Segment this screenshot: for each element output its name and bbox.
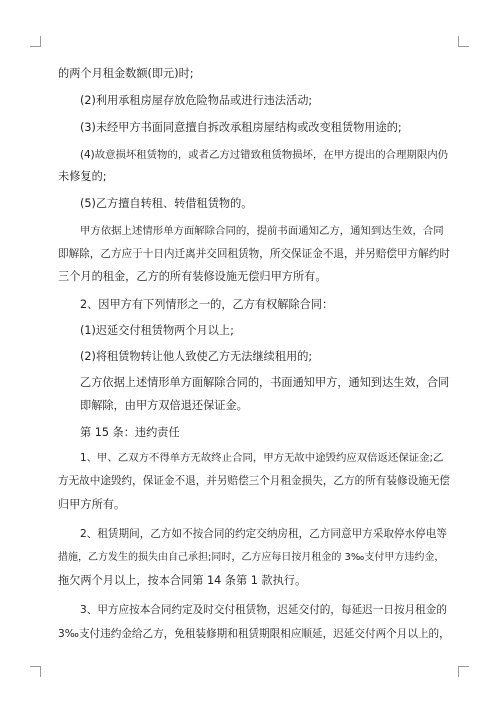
text-line: 三个月的租金，乙方的所有装修设施无偿归甲方所有。 — [58, 270, 327, 283]
text-line: 即解除，由甲方双倍退还保证金。 — [80, 399, 248, 412]
text-line: 措施，乙方发生的损失由自己承担;同时，乙方应每日按月租金的 3‰支付甲方违约金， — [58, 552, 445, 563]
text-line: (2)将租赁物转让他人致使乙方无法继续租用的; — [80, 350, 313, 363]
text-line: (3)未经甲方书面同意擅自拆改承租房屋结构或改变租赁物用途的; — [80, 121, 402, 134]
text-line: 2、租赁期间，乙方如不按合同的约定交纳房租，乙方同意甲方采取停水停电等 — [80, 528, 447, 540]
text-line: 2、因甲方有下列情形之一的，乙方有权解除合同： — [80, 298, 334, 311]
crop-mark-top-right — [458, 36, 469, 47]
text-line: 3‰支付违约金给乙方，免租装修期和租赁期限相应顺延，迟延交付两个月以上的， — [58, 628, 450, 640]
text-line: 的两个月租金数额(即元)时; — [58, 67, 194, 80]
text-line: 即解除，乙方应于十日内迁离并交回租赁物，所交保证金不退，并另赔偿甲方解约时 — [58, 248, 450, 260]
text-line: 1、甲、乙双方不得单方无故终止合同，甲方无故中途毁约应双倍返还保证金;乙 — [80, 452, 444, 464]
text-line: (1)迟延交付租赁物两个月以上; — [80, 324, 234, 337]
crop-mark-top-left — [30, 36, 41, 47]
text-line: (2)利用承租房屋存放危险物品或进行违法活动; — [80, 94, 313, 107]
crop-mark-bottom-right — [458, 666, 469, 677]
text-line: 3、甲方应按本合同约定及时交付租赁物，迟延交付的，每延迟一日按月租金的 — [80, 604, 447, 616]
crop-mark-bottom-left — [30, 666, 41, 677]
text-line: (4)故意损坏租赁物的，或者乙方过错致租赁物损坏，在甲方提出的合理期限内仍 — [80, 149, 448, 161]
text-line: 未修复的; — [58, 170, 107, 183]
text-line: 拖欠两个月以上，按本合同第 14 条第 1 款执行。 — [58, 574, 307, 587]
text-line: 甲方依据上述情形单方面解除合同的，提前书面通知乙方，通知到达生效，合同 — [80, 225, 444, 237]
text-line: 乙方依据上述情形单方面解除合同的，书面通知甲方，通知到达生效，合同 — [80, 376, 450, 389]
text-line: (5)乙方擅自转租、转借租赁物的。 — [80, 197, 253, 210]
text-line: 归甲方所有。 — [58, 498, 126, 511]
section-heading: 第 15 条：违约责任 — [80, 426, 180, 439]
text-line: 方无故中途毁约，保证金不退，并另赔偿三个月租金损失，乙方的所有装修设施无偿 — [58, 475, 450, 487]
